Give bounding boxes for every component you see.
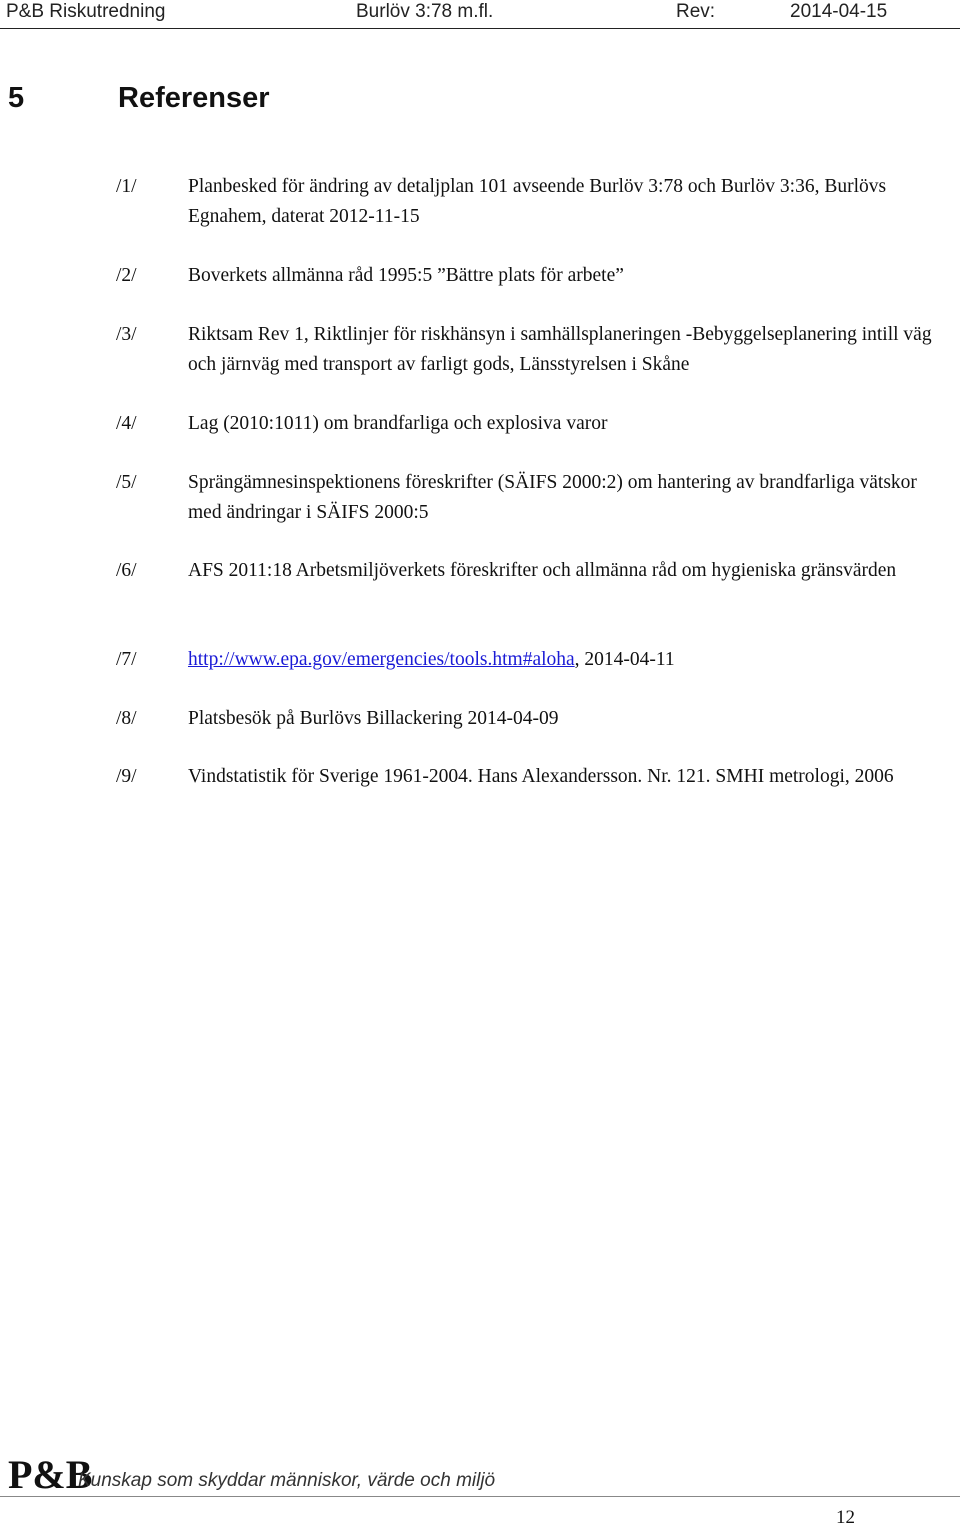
reference-item	[116, 409, 936, 439]
reference-text: Riktsam Rev 1, Riktlinjer för riskhänsyn i samhällsplaneringen -Bebyggelseplanering intill väg och järnväg med transport av farligt gods, Länsstyrelsen i Skåne	[188, 324, 932, 375]
pb-logo	[8, 1452, 93, 1497]
reference-item	[116, 172, 936, 232]
section-title: Referenser	[118, 82, 270, 114]
reference-item	[116, 645, 936, 675]
reference-number: /7/	[116, 649, 137, 670]
reference-text: Boverkets allmänna råd 1995:5 ”Bättre plats för arbete”	[188, 265, 624, 286]
header-project: Burlöv 3:78 m.fl.	[356, 1, 494, 22]
page-header	[0, 0, 960, 29]
reference-link-date: , 2014-04-11	[574, 649, 675, 670]
pb-logo-text: P&B	[8, 1452, 93, 1497]
reference-text	[188, 645, 936, 675]
reference-number: /4/	[116, 413, 137, 434]
reference-link[interactable]: http://www.epa.gov/emergencies/tools.htm#aloha	[188, 649, 575, 670]
reference-text: Vindstatistik för Sverige 1961-2004. Hans Alexandersson. Nr. 121. SMHI metrologi, 2006	[188, 766, 894, 787]
reference-number: /6/	[116, 560, 137, 581]
footer-tagline: Kunskap som skyddar människor, värde och miljö	[78, 1470, 496, 1491]
reference-number: /8/	[116, 708, 137, 729]
reference-text: AFS 2011:18 Arbetsmiljöverkets föreskrifter och allmänna råd om hygieniska gränsvärden	[188, 560, 897, 581]
page-number: 12	[836, 1507, 855, 1528]
reference-item	[116, 320, 936, 380]
reference-item	[116, 704, 936, 734]
reference-item	[116, 762, 936, 792]
section-heading	[8, 82, 270, 115]
header-date: 2014-04-15	[790, 1, 888, 22]
reference-number: /9/	[116, 766, 137, 787]
header-rev-label: Rev:	[676, 1, 716, 22]
reference-text: Sprängämnesinspektionens föreskrifter (SÄIFS 2000:2) om hantering av brandfarliga vätskor med ändringar i SÄIFS 2000:5	[188, 472, 917, 523]
reference-text: Platsbesök på Burlövs Billackering 2014-04-09	[188, 708, 559, 729]
reference-number: /2/	[116, 265, 137, 286]
reference-item	[116, 556, 936, 586]
reference-item	[116, 468, 936, 528]
reference-number: /3/	[116, 324, 137, 345]
reference-number: /5/	[116, 472, 137, 493]
reference-text: Planbesked för ändring av detaljplan 101 avseende Burlöv 3:78 och Burlöv 3:36, Burlövs Egnahem, daterat 2012-11-15	[188, 176, 887, 227]
header-company: P&B Riskutredning	[6, 1, 166, 22]
reference-number: /1/	[116, 176, 137, 197]
reference-text: Lag (2010:1011) om brandfarliga och explosiva varor	[188, 413, 608, 434]
section-number: 5	[8, 82, 25, 114]
footer-divider	[0, 1496, 960, 1497]
reference-item	[116, 261, 936, 291]
